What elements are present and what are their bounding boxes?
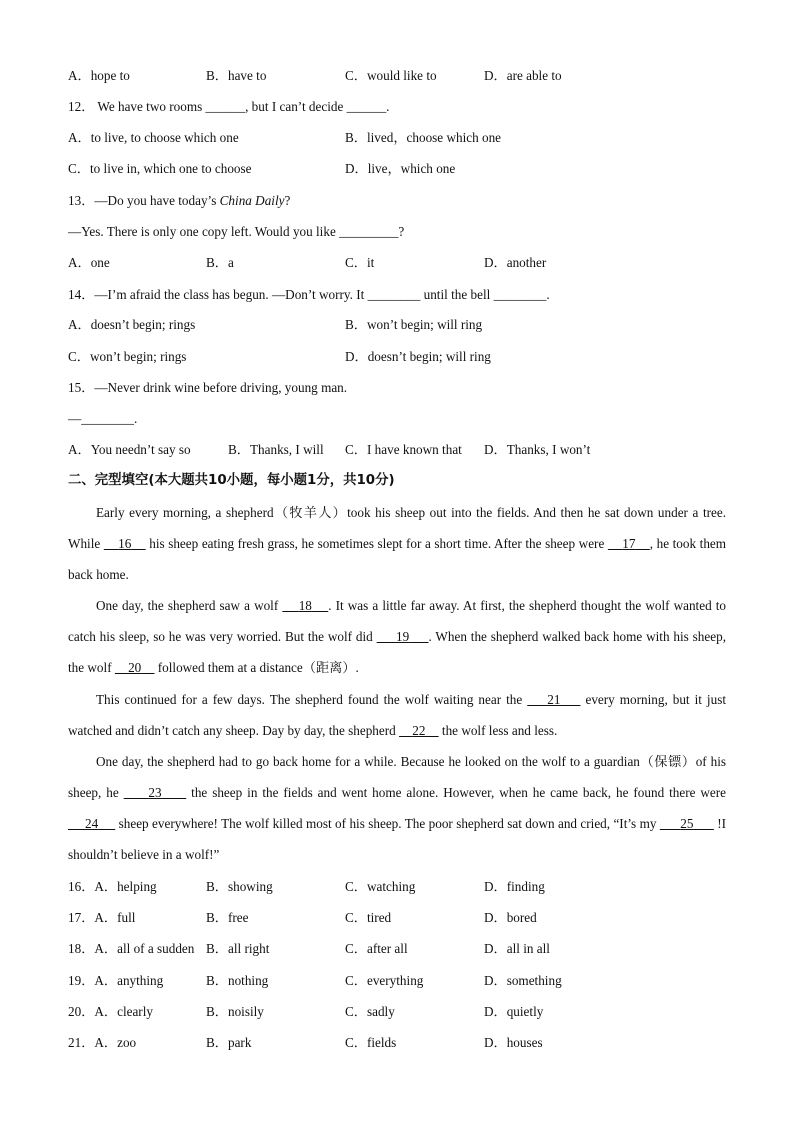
answer-19-option-a (68, 972, 163, 990)
answer-21-option-c: C．fields (345, 1035, 397, 1050)
q12-stem: 12． We have two rooms ______, but I can’t decide ______. (68, 99, 390, 114)
q11-option-a: A．hope to (68, 68, 130, 83)
blank-16: 16 (118, 536, 132, 551)
section-title: 二、完型填空(本大题共10小题，每小题1分，共10分) (68, 473, 395, 488)
q11-option-d: D．are able to (484, 68, 562, 83)
answer-row-18 (68, 940, 748, 958)
q11-options (68, 67, 748, 85)
answer-16-option-a (68, 878, 157, 896)
passage-text: the sheep in the fields and went home alone. However, when he came back, he found there were (186, 785, 727, 800)
answer-16-option-c: C．watching (345, 879, 416, 894)
blank-25: 25 (680, 816, 694, 831)
passage-text: , he took them back home. (68, 536, 727, 582)
q14-option-b: B．won’t begin; will ring (345, 317, 483, 332)
blank-20: 20 (128, 660, 142, 675)
option-text: A．clearly (94, 1004, 153, 1019)
blank-23: 23 (148, 785, 162, 800)
blank-17: 17 (622, 536, 636, 551)
q15-option-d: D．Thanks, I won’t (484, 442, 591, 457)
blank-18: 18 (298, 598, 312, 613)
answer-20-option-d: D．quietly (484, 1004, 544, 1019)
q11-option-c: C．would like to (345, 68, 437, 83)
q13-stem-text: 13．—Do you have today’s (68, 193, 220, 208)
passage-text: !I shouldn’t believe in a wolf!” (68, 816, 727, 862)
answer-17-option-d: D．bored (484, 910, 537, 925)
q12-options-row1 (68, 129, 748, 147)
q13-stem (68, 192, 290, 210)
answer-20-option-c: C．sadly (345, 1004, 395, 1019)
q13-newspaper-title: China Daily (219, 193, 285, 208)
blank-19: 19 (395, 629, 410, 644)
option-text: A．zoo (94, 1035, 137, 1050)
answer-16-option-d: D．finding (484, 879, 545, 894)
answer-18-option-b: B．all right (206, 941, 270, 956)
passage-text: followed them at a distance（距离）. (154, 660, 359, 675)
answer-21-option-b: B．park (206, 1035, 252, 1050)
q12-option-b: B．lived，choose which one (345, 130, 502, 145)
blank-21: 21 (547, 692, 561, 707)
q13-option-a: A．one (68, 255, 110, 270)
answer-18-option-c: C．after all (345, 941, 408, 956)
option-text: A．all of a sudden (94, 941, 195, 956)
answer-18-option-d: D．all in all (484, 941, 550, 956)
blank-24: 24 (85, 816, 99, 831)
answer-row-19 (68, 972, 748, 990)
passage-text: One day, the shepherd saw a wolf (96, 598, 283, 613)
answer-number: 17． (68, 910, 95, 925)
answer-number: 16． (68, 879, 95, 894)
q14-options-row1 (68, 316, 748, 334)
blank-22: 22 (412, 723, 426, 738)
q14-stem: 14．—I’m afraid the class has begun. —Don’t worry. It ________ until the bell ________. (68, 287, 550, 302)
answer-19-option-d: D．something (484, 973, 562, 988)
answer-number: 19． (68, 973, 95, 988)
q13-option-b: B．a (206, 255, 234, 270)
answer-21-option-d: D．houses (484, 1035, 543, 1050)
q14-option-a: A．doesn’t begin; rings (68, 317, 196, 332)
passage-paragraph-1 (68, 497, 726, 590)
passage-text: . It was a little far away. At first, the shepherd thought the wolf wanted to catch his sleep, so he was very worried. But the wolf did (68, 598, 727, 644)
answer-20-option-b: B．noisily (206, 1004, 264, 1019)
answer-17-option-b: B．free (206, 910, 249, 925)
passage-paragraph-3 (68, 684, 726, 746)
q12-option-d: D．live，which one (345, 161, 456, 176)
answer-21-option-a (68, 1034, 136, 1052)
passage-text: the wolf less and less. (438, 723, 558, 738)
passage-paragraph-4 (68, 746, 726, 870)
q14-option-d: D．doesn’t begin; will ring (345, 349, 491, 364)
q13-stem-end: ? (284, 193, 291, 208)
q13-reply: —Yes. There is only one copy left. Would you like _________? (68, 224, 405, 239)
option-text: A．helping (94, 879, 157, 894)
q14-option-c: C．won’t begin; rings (68, 349, 187, 364)
answer-16-option-b: B．showing (206, 879, 273, 894)
answer-row-16 (68, 878, 748, 896)
answer-row-21 (68, 1034, 748, 1052)
q11-option-b: B．have to (206, 68, 267, 83)
passage-text: every morning, but it just watched and didn’t catch any sheep. Day by day, the shepherd (68, 692, 726, 738)
q15-option-c: C．I have known that (345, 442, 462, 457)
q13-option-c: C．it (345, 255, 375, 270)
q12-option-a: A．to live, to choose which one (68, 130, 239, 145)
q15-option-a: A．You needn’t say so (68, 442, 191, 457)
q12-options-row2 (68, 160, 748, 178)
answer-18-option-a (68, 940, 194, 958)
answer-number: 21． (68, 1035, 95, 1050)
q15-stem: 15．—Never drink wine before driving, young man. (68, 380, 348, 395)
passage-text: his sheep eating fresh grass, he sometimes slept for a short time. After the sheep were (145, 536, 608, 551)
q15-reply: —________. (68, 411, 138, 426)
passage-paragraph-2 (68, 590, 726, 683)
answer-19-option-b: B．nothing (206, 973, 269, 988)
passage-text: Early every morning, a shepherd（牧羊人）took his sheep out into the fields. And then he sat down under a tree. While (68, 505, 726, 551)
answer-row-20 (68, 1003, 748, 1021)
answer-17-option-c: C．tired (345, 910, 392, 925)
passage-text: One day, the shepherd had to go back home for a while. Because he looked on the wolf to a guardian（保镖）of his sheep, he (68, 754, 726, 800)
answer-row-17 (68, 909, 748, 927)
passage-text: sheep everywhere! The wolf killed most of his sheep. The poor shepherd sat down and cried, “It’s my (115, 816, 660, 831)
answer-number: 18． (68, 941, 95, 956)
q13-option-d: D．another (484, 255, 547, 270)
answer-20-option-a (68, 1003, 153, 1021)
answer-number: 20． (68, 1004, 95, 1019)
q15-options (68, 441, 748, 459)
passage-text: . When the shepherd walked back home with his sheep, the wolf (68, 629, 727, 675)
passage-text: This continued for a few days. The shepherd found the wolf waiting near the (96, 692, 528, 707)
q14-options-row2 (68, 348, 748, 366)
q15-option-b: B．Thanks, I will (228, 442, 324, 457)
q13-options (68, 254, 748, 272)
answer-17-option-a (68, 909, 135, 927)
option-text: A．anything (94, 973, 164, 988)
answer-19-option-c: C．everything (345, 973, 424, 988)
q12-option-c: C．to live in, which one to choose (68, 161, 252, 176)
option-text: A．full (94, 910, 136, 925)
